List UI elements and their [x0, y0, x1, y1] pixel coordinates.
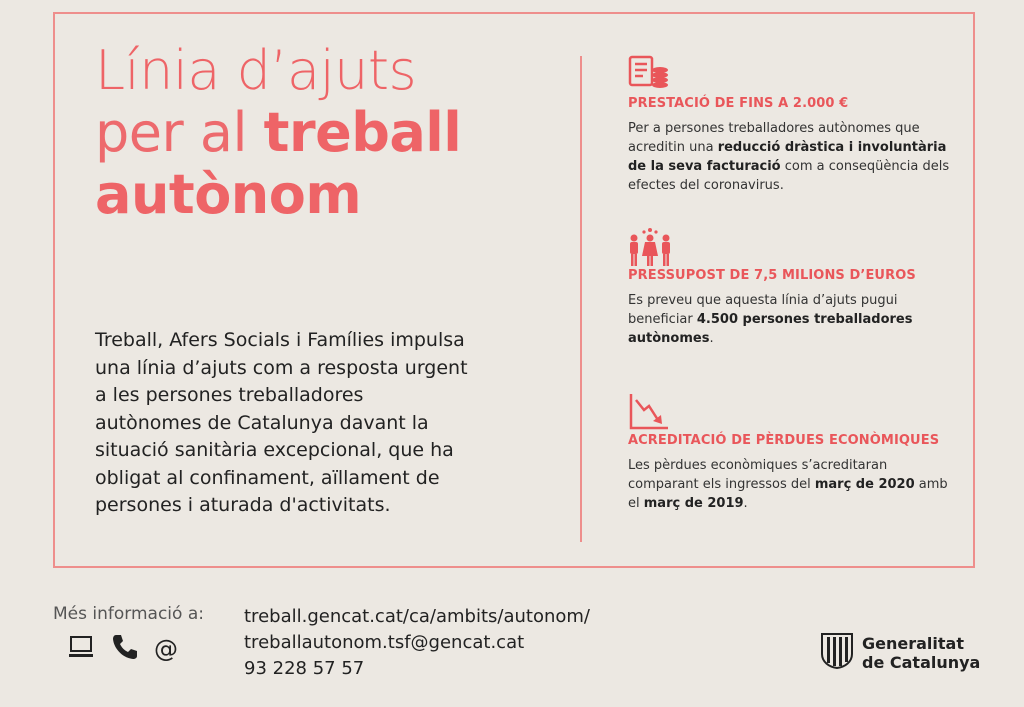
coins-document-icon [628, 55, 672, 91]
title-line-2-bold: treball [263, 101, 462, 164]
title-line-1: Línia d’ajuts [95, 39, 417, 102]
block-heading: PRESTACIÓ DE FINS A 2.000 € [628, 96, 849, 111]
declining-chart-icon [628, 392, 672, 428]
lead-paragraph: Treball, Afers Socials i Famílies impulsa una línia d’ajuts com a resposta urgent a les persones treballadores autònomes de Catalunya davant la situació sanitària excepcional, que ha obligat al confinament, aïllament de persones i aturada d'activitats. [95, 329, 468, 516]
more-info-label: Més informació a: [53, 604, 204, 624]
title-line-3: autònom [95, 163, 362, 226]
contact-details [244, 604, 590, 682]
vertical-divider [580, 56, 582, 542]
people-group-icon [628, 227, 672, 263]
block-heading: PRESSUPOST DE 7,5 MILIONS D’EUROS [628, 268, 916, 283]
title-line-2 [95, 102, 565, 164]
title-line-2-light: per al [95, 101, 264, 164]
block-heading: ACREDITACIÓ DE PÈRDUES ECONÒMIQUES [628, 433, 940, 448]
info-block-acreditacio [628, 392, 958, 513]
block-text: Es preveu que aquesta línia d’ajuts pugui beneficiar 4.500 persones treballadores autònomes. [628, 293, 913, 346]
generalitat-logo [820, 632, 980, 674]
phone-icon [110, 633, 138, 665]
website-link[interactable]: treball.gencat.cat/ca/ambits/autonom/ [244, 606, 590, 627]
block-text: Per a persones treballadores autònomes que acreditin una reducció dràstica i involuntària de la seva facturació com a conseqüència dels efectes del coronavirus. [628, 121, 950, 193]
generalitat-emblem-icon [820, 632, 854, 674]
info-block-pressupost [628, 227, 958, 348]
block-text: Les pèrdues econòmiques s’acreditaran comparant els ingressos del març de 2020 amb el març de 2019. [628, 458, 948, 511]
phone-number: 93 228 57 57 [244, 658, 365, 679]
generalitat-wordmark: Generalitat de Catalunya [862, 634, 981, 672]
info-block-prestacio [628, 55, 958, 195]
at-icon: @ [154, 635, 178, 663]
email-link[interactable]: treballautonom.tsf@gencat.cat [244, 632, 525, 653]
computer-icon [68, 634, 94, 664]
page-title [95, 40, 565, 226]
contact-icons [68, 633, 178, 665]
